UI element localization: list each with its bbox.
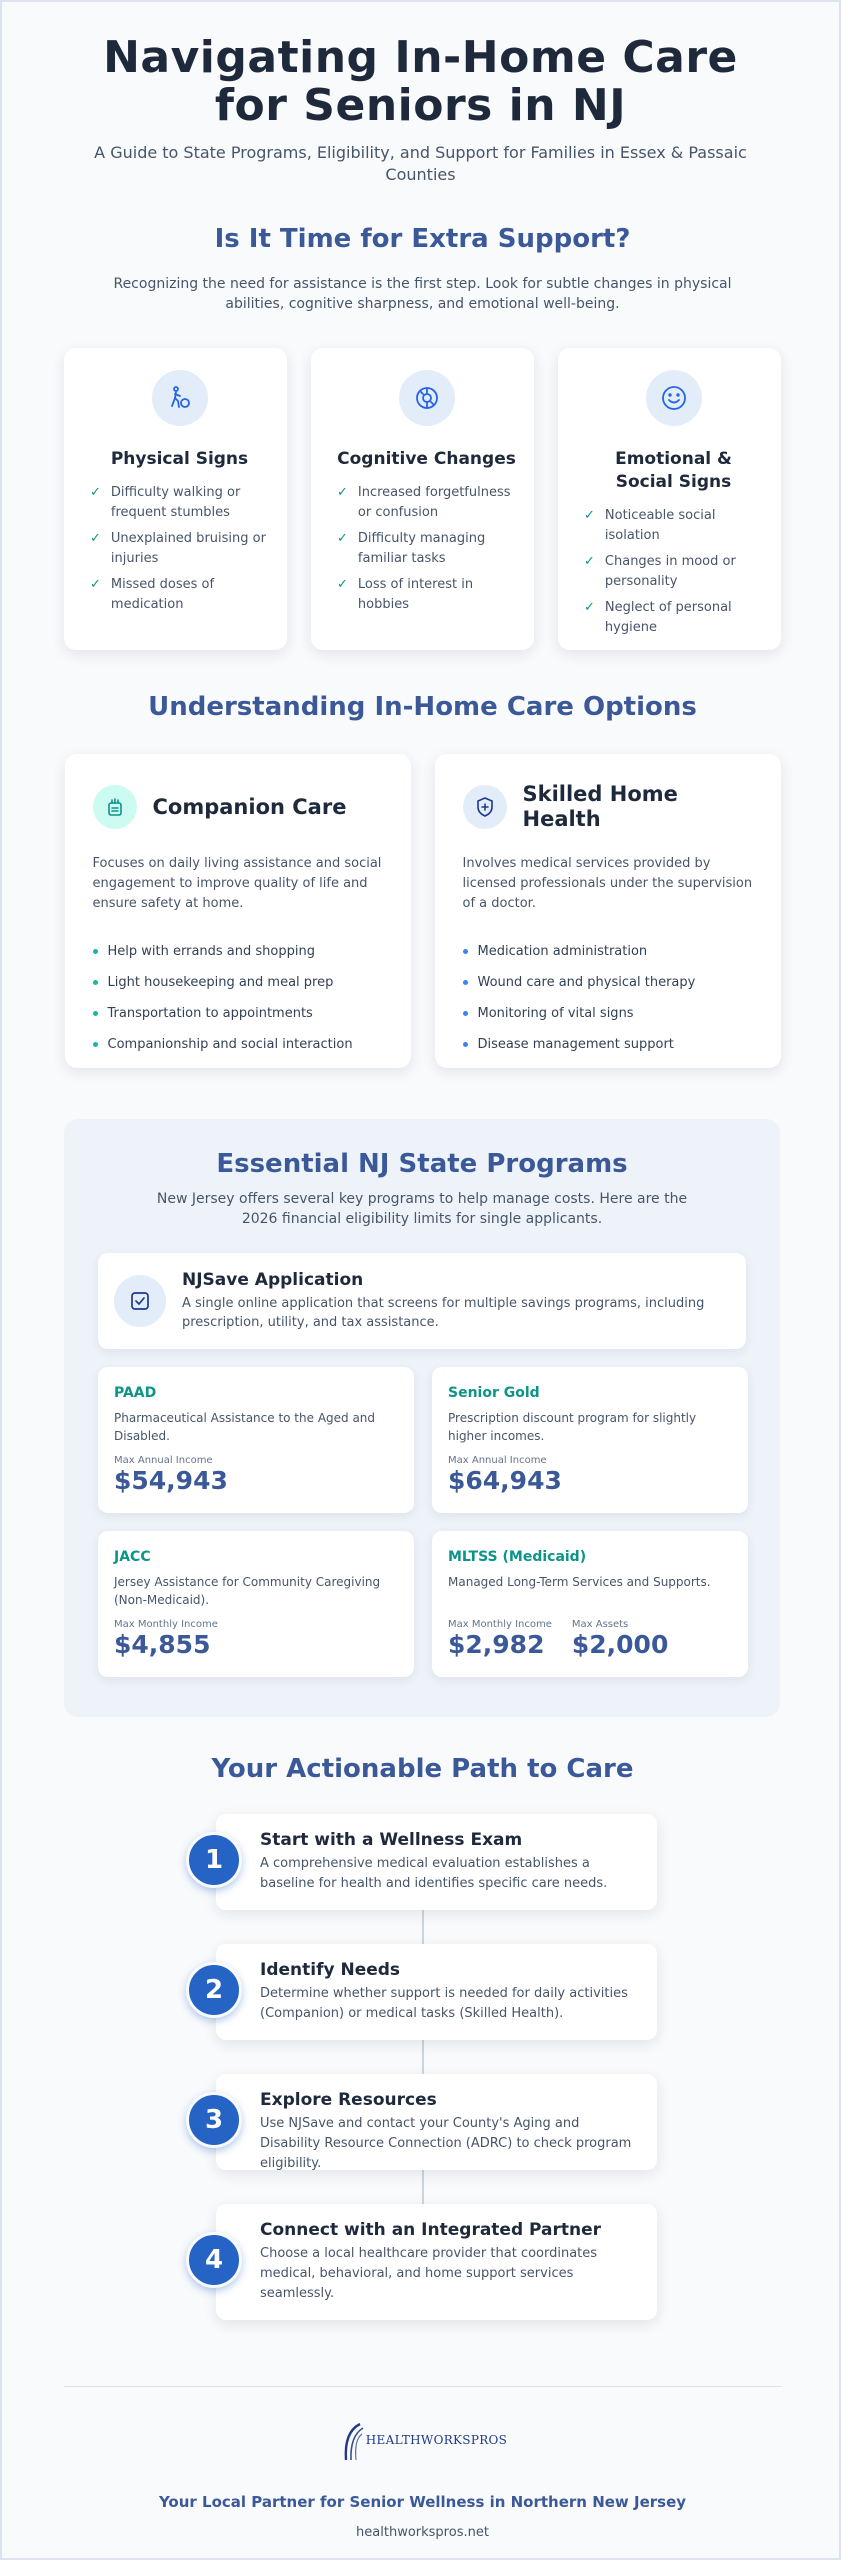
step-number: 3: [186, 2092, 242, 2148]
program-name: Senior Gold: [448, 1385, 540, 1401]
check-icon: ✓: [337, 531, 348, 546]
companion-icon: [93, 785, 137, 829]
checkbox-icon: [114, 1275, 166, 1327]
list-item: ✓ Missed doses of medication: [90, 575, 269, 615]
signs-cards: [2, 348, 841, 650]
logo-wordmark: HEALTHWORKSPROS: [365, 2432, 508, 2447]
program-card-senior-gold: [432, 1367, 748, 1513]
income-value: $2,982: [448, 1630, 545, 1659]
check-icon: ✓: [584, 508, 595, 523]
check-icon: ✓: [90, 485, 101, 500]
care-card-header: [93, 782, 385, 832]
step-number: 2: [186, 1962, 242, 2018]
sign-list: [90, 483, 269, 615]
list-item: Disease management support: [463, 1029, 755, 1060]
care-options-section: [2, 692, 841, 1068]
list-item: Monitoring of vital signs: [463, 998, 755, 1029]
care-list: [463, 936, 755, 1060]
smile-icon: [646, 370, 702, 426]
program-name: JACC: [114, 1549, 151, 1565]
sign-card-title: Emotional & Social Signs: [615, 449, 732, 492]
signs-section: [2, 224, 841, 650]
program-card-jacc: [98, 1531, 414, 1677]
sign-list: [337, 483, 516, 615]
step-title: Identify Needs: [260, 1960, 401, 1980]
programs-description: New Jersey offers several key programs to help manage costs. Here are the 2026 financial eligibility limits for single applicants.: [156, 1191, 688, 1227]
step-card: [216, 1814, 657, 1910]
program-name: PAAD: [114, 1385, 157, 1401]
walker-icon: [152, 370, 208, 426]
check-icon: ✓: [337, 485, 348, 500]
program-description: Prescription discount program for slightly higher incomes.: [448, 1411, 697, 1443]
list-item: ✓ Difficulty walking or frequent stumbles: [90, 483, 269, 523]
assets-label: Max Assets: [571, 1619, 629, 1630]
program-description: Jersey Assistance for Community Caregiving (Non-Medicaid).: [114, 1575, 381, 1607]
njsave-card: [98, 1253, 746, 1349]
medical-shield-icon: [463, 785, 507, 829]
step-title: Connect with an Integrated Partner: [260, 2220, 602, 2240]
program-grid: [98, 1367, 746, 1677]
program-card-mltss: [432, 1531, 748, 1677]
income-value: $4,855: [114, 1630, 211, 1659]
step-title: Explore Resources: [260, 2090, 437, 2110]
list-item: Companionship and social interaction: [93, 1029, 385, 1060]
check-icon: ✓: [584, 600, 595, 615]
income-label: Max Monthly Income: [114, 1619, 218, 1630]
care-list: [93, 936, 385, 1060]
programs-title: Essential NJ State Programs: [216, 1149, 628, 1179]
list-item: ✓ Increased forgetfulness or confusion: [337, 483, 516, 523]
step-card: [216, 1944, 657, 2040]
timeline: [2, 1814, 841, 2334]
footer-tagline: Your Local Partner for Senior Wellness in Northern New Jersey: [158, 2493, 687, 2511]
financial-figures: [448, 1611, 732, 1660]
page-subtitle: A Guide to State Programs, Eligibility, and Support for Families in Essex & Passaic Counties: [94, 143, 747, 184]
list-item: ✓ Difficulty managing familiar tasks: [337, 529, 516, 569]
step-description: Determine whether support is needed for daily activities (Companion) or medical tasks (Skilled Health).: [260, 1986, 628, 2021]
signs-description: Recognizing the need for assistance is the first step. Look for subtle changes in physical abilities, cognitive sharpness, and emotional well-being.: [113, 276, 732, 312]
step-description: A comprehensive medical evaluation establishes a baseline for health and identifies specific care needs.: [260, 1856, 608, 1891]
care-card-description: Focuses on daily living assistance and social engagement to improve quality of life and ensure safety at home.: [92, 856, 382, 911]
logo-swoosh-icon: [338, 2420, 364, 2464]
signs-title: Is It Time for Extra Support?: [214, 224, 631, 254]
company-logo[interactable]: [2, 2417, 841, 2467]
assets-value: $2,000: [571, 1630, 669, 1659]
sign-card-title: Physical Signs: [110, 449, 249, 469]
footer: [2, 2386, 841, 2540]
list-item: ✓ Changes in mood or personality: [584, 552, 763, 592]
check-icon: ✓: [584, 554, 595, 569]
income-label: Max Annual Income: [448, 1455, 547, 1466]
care-card-description: Involves medical services provided by licensed professionals under the supervision of a doctor.: [462, 856, 753, 911]
care-card-skilled: [435, 754, 781, 1068]
step-title: Start with a Wellness Exam: [260, 1830, 523, 1850]
step-card: [216, 2074, 657, 2170]
list-item: Transportation to appointments: [93, 998, 385, 1029]
step-description: Use NJSave and contact your County's Aging and Disability Resource Connection (ADRC) to check program eligibility.: [260, 2116, 632, 2171]
program-name: MLTSS (Medicaid): [448, 1549, 587, 1565]
step-card: [216, 2204, 657, 2320]
website-link[interactable]: healthworkspros.net: [356, 2525, 489, 2540]
income-value: $64,943: [448, 1466, 562, 1495]
bullet-icon: [463, 1042, 468, 1047]
bullet-icon: [93, 1042, 98, 1047]
step-number: 1: [186, 1832, 242, 1888]
hero: [2, 2, 839, 186]
page-title: Navigating In-Home Care for Seniors in NJ: [103, 32, 738, 131]
bullet-icon: [463, 980, 468, 985]
bullet-icon: [93, 949, 98, 954]
step-2: [2, 1944, 841, 2074]
bullet-icon: [463, 1011, 468, 1016]
list-item: ✓ Unexplained bruising or injuries: [90, 529, 269, 569]
income-label: Max Monthly Income: [448, 1619, 552, 1630]
brain-icon: [399, 370, 455, 426]
step-number: 4: [186, 2232, 242, 2288]
path-title: Your Actionable Path to Care: [211, 1754, 634, 1784]
bullet-icon: [463, 949, 468, 954]
list-item: ✓ Neglect of personal hygiene: [584, 598, 763, 638]
list-item: Medication administration: [463, 936, 755, 967]
program-description: Managed Long-Term Services and Supports.: [448, 1575, 711, 1589]
footer-divider: [64, 2386, 781, 2387]
step-3: [2, 2074, 841, 2204]
sign-card-physical: [64, 348, 287, 650]
step-description: Choose a local healthcare provider that coordinates medical, behavioral, and home support services seamlessly.: [260, 2246, 598, 2301]
care-card-title: Skilled Home Health: [522, 782, 678, 831]
path-section: [2, 1754, 841, 2334]
check-icon: ✓: [90, 531, 101, 546]
program-card-paad: [98, 1367, 414, 1513]
njsave-description: A single online application that screens for multiple savings programs, including prescription, utility, and tax assistance.: [182, 1296, 705, 1330]
sign-list: [584, 506, 763, 638]
care-title: Understanding In-Home Care Options: [148, 692, 697, 722]
care-card-companion: [65, 754, 411, 1068]
list-item: ✓ Loss of interest in hobbies: [337, 575, 516, 615]
njsave-title: NJSave Application: [182, 1270, 364, 1290]
sign-card-title: Cognitive Changes: [337, 449, 516, 469]
care-card-title: Companion Care: [152, 794, 347, 819]
care-cards: [2, 754, 841, 1068]
step-4: [2, 2204, 841, 2334]
list-item: Help with errands and shopping: [93, 936, 385, 967]
sign-card-cognitive: [311, 348, 534, 650]
programs-section: [64, 1119, 780, 1717]
step-1: [2, 1814, 841, 1944]
program-description: Pharmaceutical Assistance to the Aged and Disabled.: [114, 1411, 376, 1443]
check-icon: ✓: [90, 577, 101, 592]
bullet-icon: [93, 980, 98, 985]
list-item: Light housekeeping and meal prep: [93, 967, 385, 998]
bullet-icon: [93, 1011, 98, 1016]
list-item: ✓ Noticeable social isolation: [584, 506, 763, 546]
list-item: Wound care and physical therapy: [463, 967, 755, 998]
care-card-header: [463, 782, 755, 832]
income-value: $54,943: [114, 1466, 228, 1495]
income-label: Max Annual Income: [114, 1455, 213, 1466]
sign-card-emotional: [558, 348, 781, 650]
check-icon: ✓: [337, 577, 348, 592]
